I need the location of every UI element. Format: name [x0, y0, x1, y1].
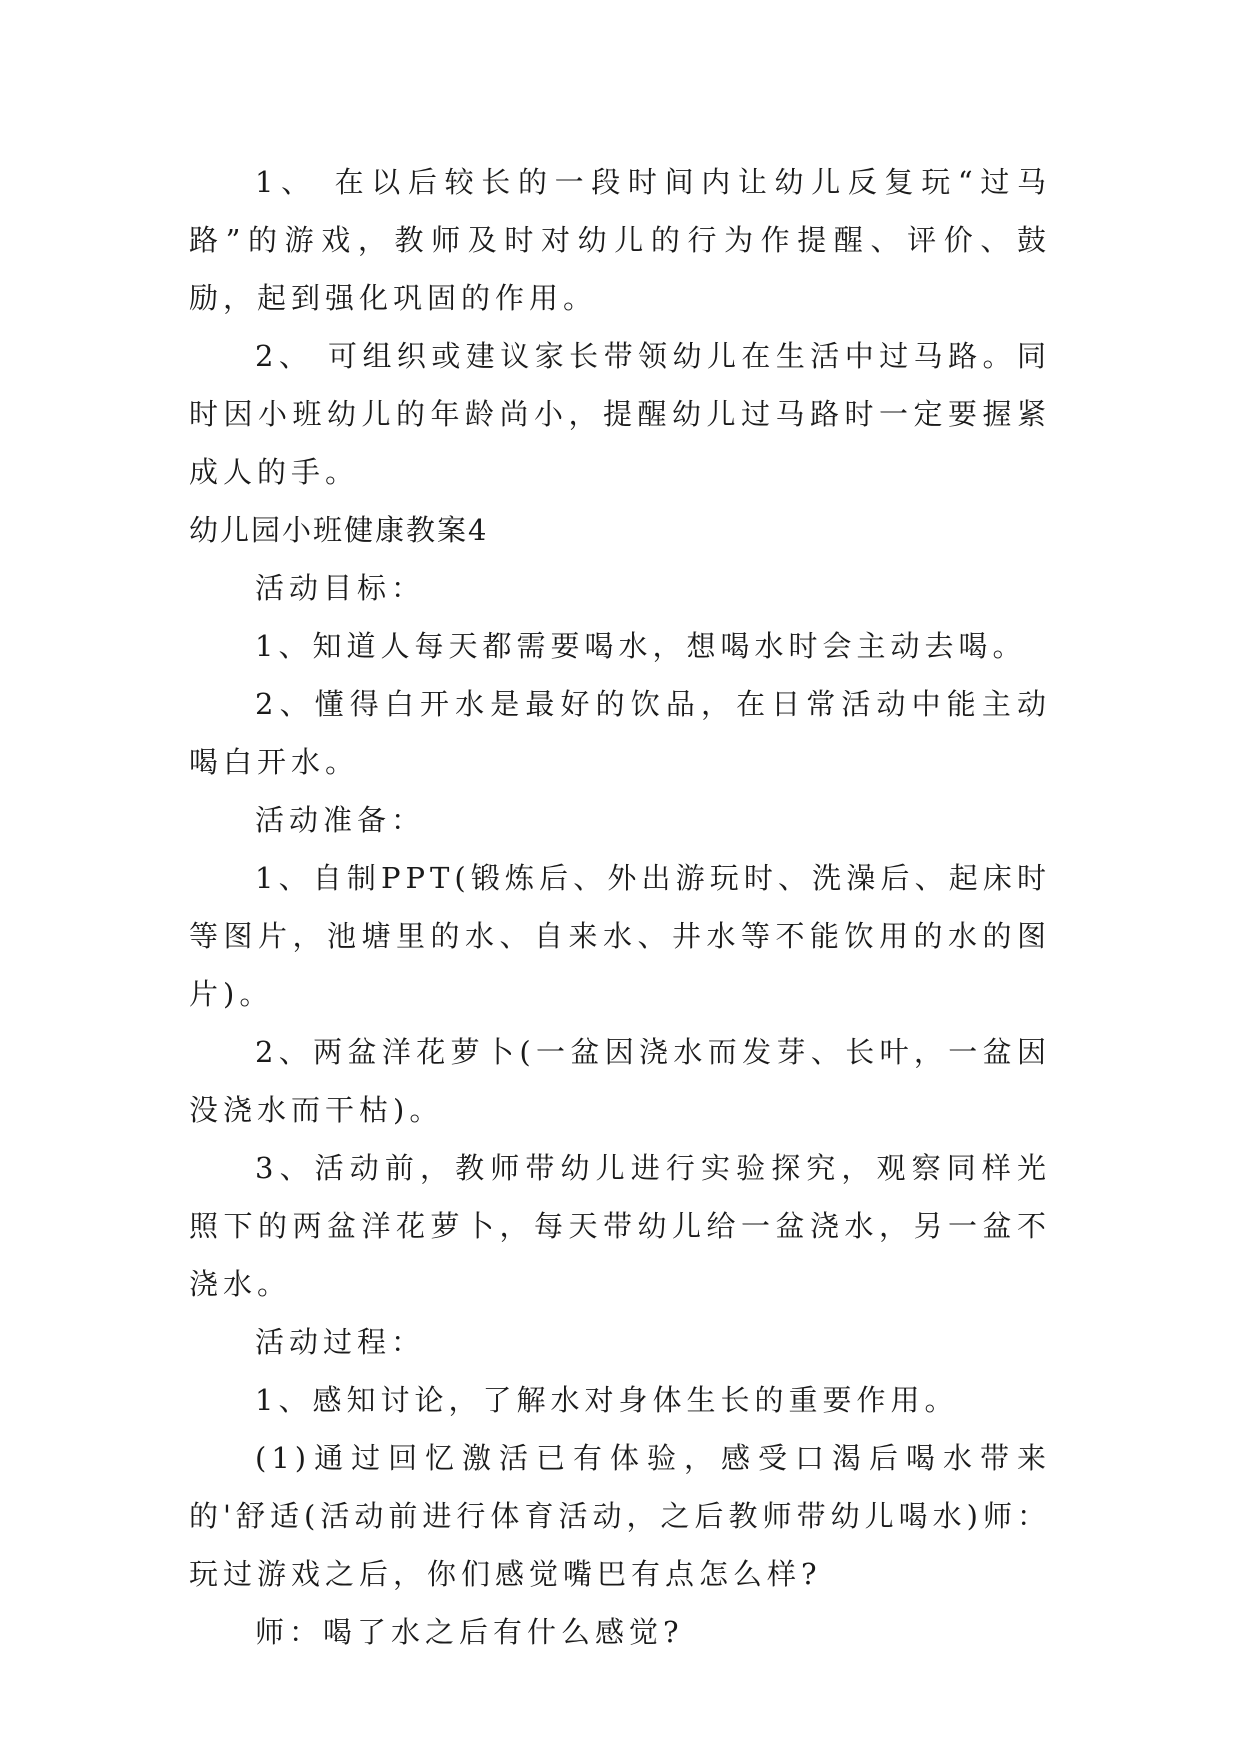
paragraph-goal-1: 1、知道人每天都需要喝水，想喝水时会主动去喝。: [255, 629, 1027, 663]
paragraph-process-1-1: (1)通过回忆激活已有体验，感受口渴后喝水带来的'舒适(活动前进行体育活动，之后教师带幼儿喝水)师：玩过游戏之后，你们感觉嘴巴有点怎么样?: [189, 1441, 1051, 1591]
subheading-activity-preparation: 活动准备：: [255, 803, 426, 837]
subheading-activity-goals: 活动目标：: [255, 571, 426, 605]
paragraph-teacher-question: 师：喝了水之后有什么感觉?: [255, 1615, 684, 1649]
paragraph-process-1: 1、感知讨论，了解水对身体生长的重要作用。: [255, 1383, 959, 1417]
paragraph-preparation-2: 2、两盆洋花萝卜(一盆因浇水而发芽、长叶，一盆因没浇水而干枯)。: [189, 1035, 1051, 1127]
subheading-activity-process: 活动过程：: [255, 1325, 426, 1359]
section-heading: 幼儿园小班健康教案4: [189, 513, 489, 547]
paragraph-goal-2: 2、懂得白开水是最好的饮品，在日常活动中能主动喝白开水。: [189, 687, 1051, 779]
paragraph-preparation-3: 3、活动前，教师带幼儿进行实验探究，观察同样光照下的两盆洋花萝卜，每天带幼儿给一盆浇水，另一盆不浇水。: [189, 1151, 1051, 1301]
document-body: [189, 153, 1051, 1661]
paragraph-activity-extension-1: 1、 在以后较长的一段时间内让幼儿反复玩“过马路”的游戏，教师及时对幼儿的行为作提醒、评价、鼓励，起到强化巩固的作用。: [189, 165, 1051, 315]
paragraph-preparation-1: 1、自制PPT(锻炼后、外出游玩时、洗澡后、起床时等图片，池塘里的水、自来水、井水等不能饮用的水的图片)。: [189, 861, 1051, 1011]
paragraph-activity-extension-2: 2、 可组织或建议家长带领幼儿在生活中过马路。同时因小班幼儿的年龄尚小，提醒幼儿过马路时一定要握紧成人的手。: [189, 339, 1051, 489]
